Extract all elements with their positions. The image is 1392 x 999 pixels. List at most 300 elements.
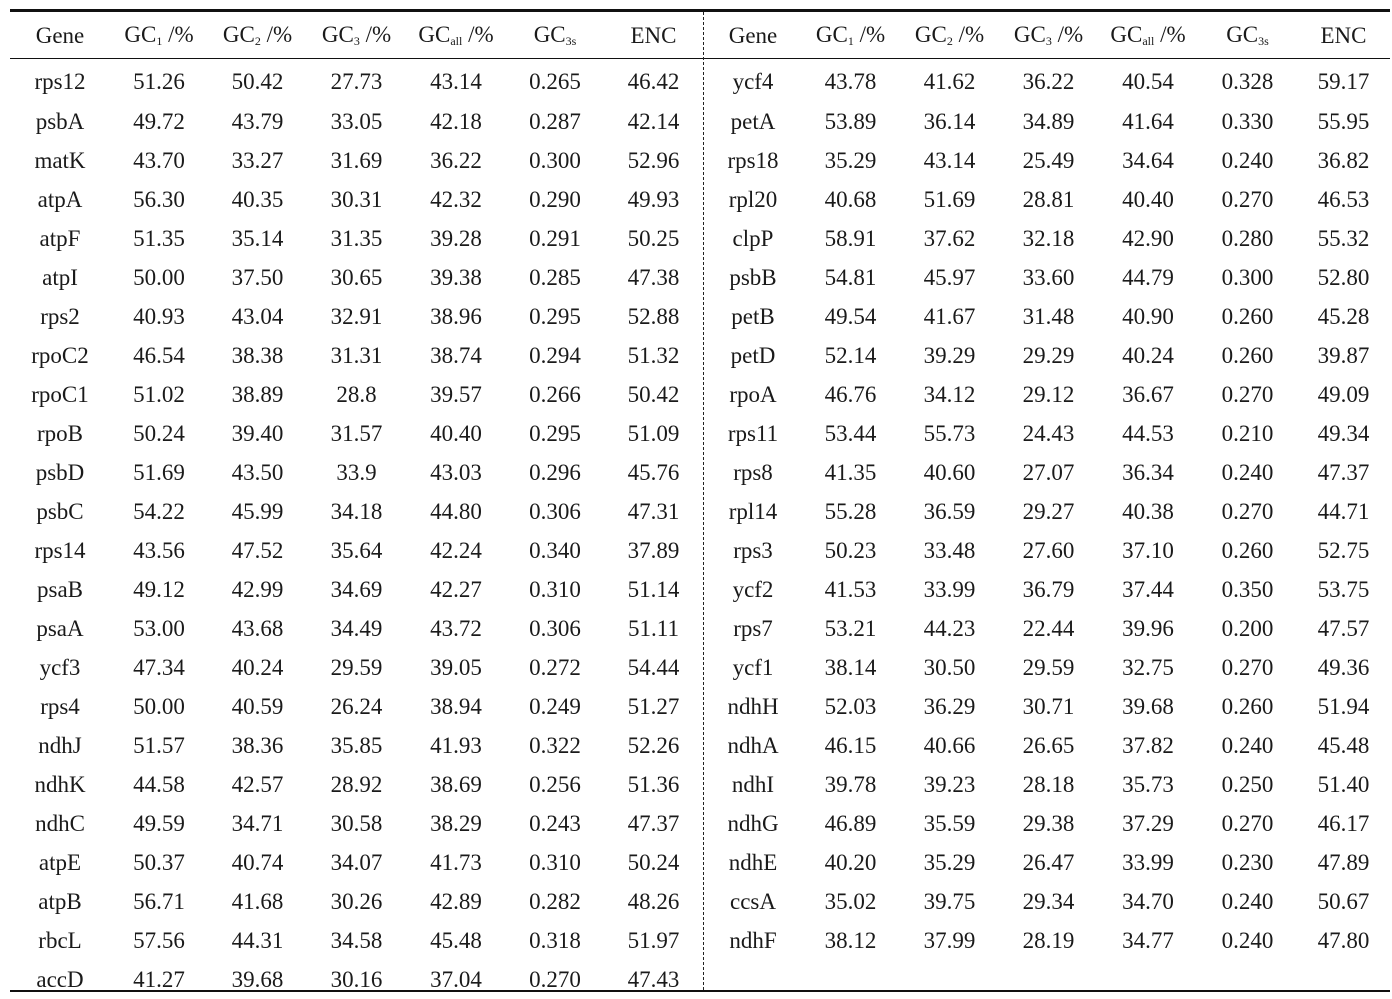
table-row: [705, 648, 1390, 687]
gene-name-cell: rps14: [34, 537, 86, 563]
column-header: [900, 12, 999, 59]
value-cell: 31.69: [330, 147, 383, 173]
header-unit: /%: [462, 22, 494, 47]
column-header: [208, 12, 307, 59]
column-header: [1098, 12, 1198, 59]
value-cell: 32.91: [330, 303, 383, 329]
gene-name-cell: rps8: [733, 459, 773, 485]
gene-name-cell: matK: [34, 147, 86, 173]
value-cell: 46.54: [133, 342, 185, 368]
value-cell: 29.34: [1022, 888, 1075, 914]
value-cell: 29.59: [1022, 654, 1075, 680]
value-cell: 42.18: [430, 108, 482, 134]
value-cell: 51.09: [627, 420, 680, 446]
value-cell: 53.89: [824, 108, 877, 134]
value-cell: 49.34: [1317, 420, 1370, 446]
value-cell: 0.330: [1221, 108, 1274, 134]
header-unit: /%: [1051, 22, 1084, 47]
table-row: [10, 492, 703, 531]
gene-name-cell: petD: [730, 342, 776, 368]
gene-name-cell: rps2: [40, 303, 80, 329]
gene-name-cell: psaA: [36, 615, 84, 641]
value-cell: 30.65: [330, 264, 383, 290]
value-cell: 0.249: [529, 693, 581, 719]
header-subscript: 3s: [1258, 34, 1269, 48]
value-cell: 51.57: [133, 732, 185, 758]
value-cell: 43.04: [231, 303, 284, 329]
value-cell: 59.17: [1317, 68, 1370, 94]
table-row: [10, 882, 703, 921]
value-cell: 39.23: [923, 771, 976, 797]
value-cell: 35.29: [923, 849, 976, 875]
value-cell: 52.03: [824, 693, 877, 719]
value-cell: 35.85: [330, 732, 383, 758]
value-cell: 53.00: [133, 615, 185, 641]
value-cell: 39.87: [1317, 342, 1370, 368]
value-cell: 34.89: [1022, 108, 1075, 134]
value-cell: 41.73: [430, 849, 482, 875]
value-cell: 0.243: [529, 810, 581, 836]
value-cell: 40.38: [1122, 498, 1174, 524]
value-cell: 32.18: [1022, 225, 1075, 251]
value-cell: 52.96: [627, 147, 680, 173]
value-cell: 43.14: [923, 147, 976, 173]
table-row: [10, 297, 703, 336]
value-cell: 33.48: [923, 537, 976, 563]
value-cell: 49.93: [627, 186, 680, 212]
value-cell: 42.32: [430, 186, 482, 212]
value-cell: 0.266: [529, 381, 581, 407]
table-row: [705, 765, 1390, 804]
value-cell: 0.240: [1221, 459, 1274, 485]
value-cell: 0.200: [1221, 615, 1274, 641]
table-row: [10, 59, 703, 102]
value-cell: 0.310: [529, 576, 581, 602]
table-row: [705, 141, 1390, 180]
value-cell: 29.38: [1022, 810, 1075, 836]
value-cell: 33.99: [923, 576, 976, 602]
value-cell: 39.68: [231, 966, 284, 992]
value-cell: 50.42: [627, 381, 680, 407]
header-main: GC: [222, 22, 255, 47]
value-cell: 36.29: [923, 693, 976, 719]
table-row: [705, 726, 1390, 765]
value-cell: 56.71: [133, 888, 185, 914]
value-cell: 37.04: [430, 966, 482, 992]
header-main: GC: [321, 22, 354, 47]
table-row: [705, 375, 1390, 414]
table-row: [705, 258, 1390, 297]
value-cell: 0.265: [529, 68, 581, 94]
value-cell: 39.40: [231, 420, 284, 446]
value-cell: 39.57: [430, 381, 482, 407]
value-cell: 50.24: [133, 420, 185, 446]
header-subscript: 2: [254, 34, 261, 48]
value-cell: 0.270: [1221, 810, 1274, 836]
value-cell: 31.57: [330, 420, 383, 446]
value-cell: 40.68: [824, 186, 877, 212]
value-cell: 0.282: [529, 888, 581, 914]
value-cell: 51.02: [133, 381, 185, 407]
header-subscript: 2: [946, 34, 953, 48]
header-main: GC: [533, 22, 566, 47]
value-cell: 26.47: [1022, 849, 1075, 875]
gene-name-cell: clpP: [732, 225, 774, 251]
value-cell: 57.56: [133, 927, 185, 953]
value-cell: 36.82: [1317, 147, 1370, 173]
gene-name-cell: ycf3: [39, 654, 81, 680]
value-cell: 51.36: [627, 771, 680, 797]
value-cell: 0.240: [1221, 888, 1274, 914]
value-cell: 52.80: [1317, 264, 1370, 290]
table-row: [705, 843, 1390, 882]
value-cell: 33.05: [330, 108, 383, 134]
value-cell: 40.35: [231, 186, 284, 212]
value-cell: 0.318: [529, 927, 581, 953]
value-cell: 34.18: [330, 498, 383, 524]
value-cell: 40.60: [923, 459, 976, 485]
value-cell: 49.72: [133, 108, 185, 134]
value-cell: 39.38: [430, 264, 482, 290]
value-cell: 38.89: [231, 381, 284, 407]
header-subscript: 3: [353, 34, 360, 48]
table-row: [705, 609, 1390, 648]
value-cell: 0.270: [1221, 186, 1274, 212]
column-header: [506, 12, 604, 59]
table-row: [705, 921, 1390, 960]
value-cell: 50.00: [133, 693, 185, 719]
value-cell: 46.15: [824, 732, 877, 758]
value-cell: 27.07: [1022, 459, 1075, 485]
value-cell: 22.44: [1022, 615, 1075, 641]
value-cell: 0.291: [529, 225, 581, 251]
value-cell: 34.69: [330, 576, 383, 602]
value-cell: 49.59: [133, 810, 185, 836]
value-cell: 29.59: [330, 654, 383, 680]
header-main: GC: [815, 22, 848, 47]
value-cell: 39.68: [1122, 693, 1174, 719]
gene-name-cell: psbC: [36, 498, 84, 524]
value-cell: 26.24: [330, 693, 383, 719]
table-row: [705, 180, 1390, 219]
table-row: [705, 59, 1390, 102]
value-cell: 37.62: [923, 225, 976, 251]
value-cell: 38.74: [430, 342, 482, 368]
gene-name-cell: ndhK: [34, 771, 86, 797]
value-cell: 34.58: [330, 927, 383, 953]
value-cell: 37.44: [1122, 576, 1174, 602]
value-cell: 49.54: [824, 303, 877, 329]
table-row: [10, 804, 703, 843]
header-main: GC: [1013, 22, 1046, 47]
gene-name-cell: ycf4: [732, 68, 774, 94]
value-cell: 26.65: [1022, 732, 1075, 758]
value-cell: 30.71: [1022, 693, 1075, 719]
value-cell: 0.295: [529, 420, 581, 446]
gene-name-cell: ndhA: [727, 732, 779, 758]
value-cell: 27.60: [1022, 537, 1075, 563]
header-main: GC: [1110, 22, 1143, 47]
header-subscript: 1: [847, 34, 854, 48]
value-cell: 34.64: [1122, 147, 1174, 173]
header-main: Gene: [728, 22, 778, 48]
table-row: [705, 687, 1390, 726]
value-cell: 51.40: [1317, 771, 1370, 797]
value-cell: 41.67: [923, 303, 976, 329]
value-cell: 35.02: [824, 888, 877, 914]
table-body-right: [705, 59, 1390, 960]
value-cell: 51.26: [133, 68, 185, 94]
value-cell: 38.36: [231, 732, 284, 758]
value-cell: 45.76: [627, 459, 680, 485]
value-cell: 50.67: [1317, 888, 1370, 914]
codon-table-left: [10, 12, 703, 999]
value-cell: 36.79: [1022, 576, 1075, 602]
header-row: [705, 12, 1390, 59]
header-unit: /%: [853, 22, 886, 47]
table-row: [705, 102, 1390, 141]
value-cell: 0.290: [529, 186, 581, 212]
value-cell: 51.32: [627, 342, 680, 368]
value-cell: 0.270: [529, 966, 581, 992]
value-cell: 51.97: [627, 927, 680, 953]
value-cell: 0.280: [1221, 225, 1274, 251]
table-row: [705, 570, 1390, 609]
value-cell: 0.230: [1221, 849, 1274, 875]
header-main: GC: [1226, 22, 1259, 47]
value-cell: 0.250: [1221, 771, 1274, 797]
value-cell: 47.38: [627, 264, 680, 290]
column-header: [705, 12, 801, 59]
value-cell: 41.62: [923, 68, 976, 94]
value-cell: 0.300: [529, 147, 581, 173]
value-cell: 38.14: [824, 654, 877, 680]
value-cell: 36.59: [923, 498, 976, 524]
value-cell: 55.32: [1317, 225, 1370, 251]
header-subscript: all: [1142, 34, 1155, 48]
gene-name-cell: ndhJ: [38, 732, 82, 758]
value-cell: 43.50: [231, 459, 284, 485]
gene-name-cell: rbcL: [38, 927, 82, 953]
table-row: [10, 921, 703, 960]
value-cell: 40.40: [430, 420, 482, 446]
value-cell: 28.81: [1022, 186, 1075, 212]
value-cell: 0.340: [529, 537, 581, 563]
value-cell: 53.44: [824, 420, 877, 446]
value-cell: 30.50: [923, 654, 976, 680]
value-cell: 35.14: [231, 225, 284, 251]
value-cell: 0.306: [529, 615, 581, 641]
value-cell: 34.49: [330, 615, 383, 641]
value-cell: 39.78: [824, 771, 877, 797]
value-cell: 37.89: [627, 537, 680, 563]
column-header: [10, 12, 110, 59]
value-cell: 0.260: [1221, 342, 1274, 368]
value-cell: 39.29: [923, 342, 976, 368]
value-cell: 47.43: [627, 966, 680, 992]
gene-name-cell: ndhE: [728, 849, 778, 875]
value-cell: 44.31: [231, 927, 284, 953]
value-cell: 0.272: [529, 654, 581, 680]
value-cell: 37.50: [231, 264, 284, 290]
header-main: Gene: [35, 22, 85, 48]
header-unit: /%: [359, 22, 392, 47]
value-cell: 36.22: [1022, 68, 1075, 94]
table-row: [705, 531, 1390, 570]
gene-name-cell: atpI: [42, 264, 78, 290]
value-cell: 0.210: [1221, 420, 1274, 446]
value-cell: 0.240: [1221, 732, 1274, 758]
value-cell: 30.31: [330, 186, 383, 212]
value-cell: 44.79: [1122, 264, 1174, 290]
gene-name-cell: psbA: [35, 108, 85, 134]
value-cell: 38.12: [824, 927, 877, 953]
column-header: [801, 12, 900, 59]
value-cell: 30.16: [330, 966, 383, 992]
header-subscript: all: [450, 34, 463, 48]
value-cell: 55.73: [923, 420, 976, 446]
header-subscript: 3: [1045, 34, 1052, 48]
table-row: [10, 609, 703, 648]
value-cell: 29.29: [1022, 342, 1075, 368]
value-cell: 42.90: [1122, 225, 1174, 251]
header-unit: /%: [952, 22, 985, 47]
value-cell: 52.14: [824, 342, 877, 368]
value-cell: 0.270: [1221, 498, 1274, 524]
value-cell: 40.59: [231, 693, 284, 719]
value-cell: 51.27: [627, 693, 680, 719]
value-cell: 29.27: [1022, 498, 1075, 524]
value-cell: 0.300: [1221, 264, 1274, 290]
value-cell: 0.306: [529, 498, 581, 524]
value-cell: 37.99: [923, 927, 976, 953]
value-cell: 50.25: [627, 225, 680, 251]
gene-name-cell: psaB: [37, 576, 83, 602]
value-cell: 34.77: [1122, 927, 1174, 953]
gene-name-cell: rps11: [727, 420, 779, 446]
value-cell: 0.322: [529, 732, 581, 758]
gene-name-cell: accD: [36, 966, 84, 992]
value-cell: 43.78: [824, 68, 877, 94]
value-cell: 54.22: [133, 498, 185, 524]
value-cell: 40.40: [1122, 186, 1174, 212]
table-row: [705, 492, 1390, 531]
gene-name-cell: ndhC: [35, 810, 85, 836]
value-cell: 0.294: [529, 342, 581, 368]
gene-name-cell: atpF: [39, 225, 81, 251]
value-cell: 0.350: [1221, 576, 1274, 602]
value-cell: 35.73: [1122, 771, 1174, 797]
table-row: [705, 453, 1390, 492]
value-cell: 49.09: [1317, 381, 1370, 407]
value-cell: 34.07: [330, 849, 383, 875]
table-split-divider: [703, 12, 704, 990]
value-cell: 55.95: [1317, 108, 1370, 134]
value-cell: 0.260: [1221, 693, 1274, 719]
value-cell: 46.42: [627, 68, 680, 94]
value-cell: 37.29: [1122, 810, 1174, 836]
value-cell: 52.88: [627, 303, 680, 329]
value-cell: 43.79: [231, 108, 284, 134]
value-cell: 36.22: [430, 147, 482, 173]
table-row: [10, 219, 703, 258]
value-cell: 47.37: [1317, 459, 1370, 485]
gene-name-cell: rps3: [733, 537, 773, 563]
value-cell: 46.76: [824, 381, 877, 407]
column-header: [307, 12, 406, 59]
value-cell: 43.14: [430, 68, 482, 94]
gene-name-cell: petA: [730, 108, 776, 134]
value-cell: 45.28: [1317, 303, 1370, 329]
table-row: [10, 648, 703, 687]
value-cell: 30.26: [330, 888, 383, 914]
value-cell: 0.310: [529, 849, 581, 875]
value-cell: 28.18: [1022, 771, 1075, 797]
gene-name-cell: rps18: [727, 147, 779, 173]
value-cell: 45.99: [231, 498, 284, 524]
value-cell: 40.66: [923, 732, 976, 758]
value-cell: 0.270: [1221, 654, 1274, 680]
value-cell: 34.70: [1122, 888, 1174, 914]
value-cell: 35.29: [824, 147, 877, 173]
table-row: [10, 726, 703, 765]
value-cell: 51.69: [133, 459, 185, 485]
value-cell: 38.38: [231, 342, 284, 368]
gene-name-cell: rpoC2: [31, 342, 89, 368]
value-cell: 44.58: [133, 771, 185, 797]
value-cell: 46.17: [1317, 810, 1370, 836]
gene-name-cell: atpE: [38, 849, 82, 875]
value-cell: 0.260: [1221, 537, 1274, 563]
value-cell: 40.93: [133, 303, 185, 329]
value-cell: 51.69: [923, 186, 976, 212]
gene-name-cell: rpoC1: [31, 381, 89, 407]
value-cell: 0.260: [1221, 303, 1274, 329]
table-row: [10, 453, 703, 492]
value-cell: 50.24: [627, 849, 680, 875]
header-unit: /%: [162, 22, 194, 47]
value-cell: 40.74: [231, 849, 284, 875]
value-cell: 41.35: [824, 459, 877, 485]
value-cell: 36.14: [923, 108, 976, 134]
value-cell: 42.99: [231, 576, 284, 602]
table-row: [705, 804, 1390, 843]
column-header: [999, 12, 1098, 59]
gene-name-cell: ndhH: [727, 693, 779, 719]
value-cell: 47.37: [627, 810, 680, 836]
header-unit: /%: [1154, 22, 1186, 47]
table-row: [10, 258, 703, 297]
column-header: [1198, 12, 1297, 59]
value-cell: 52.75: [1317, 537, 1370, 563]
table-header-left: [10, 12, 703, 59]
value-cell: 29.12: [1022, 381, 1075, 407]
value-cell: 28.8: [336, 381, 377, 407]
value-cell: 39.28: [430, 225, 482, 251]
header-main: ENC: [630, 22, 677, 48]
table-row: [10, 570, 703, 609]
value-cell: 24.43: [1022, 420, 1075, 446]
value-cell: 39.05: [430, 654, 482, 680]
value-cell: 48.26: [627, 888, 680, 914]
value-cell: 32.75: [1122, 654, 1174, 680]
value-cell: 38.69: [430, 771, 482, 797]
table-row: [10, 960, 703, 999]
gene-name-cell: rpoB: [37, 420, 83, 446]
header-subscript: 1: [156, 34, 163, 48]
value-cell: 43.70: [133, 147, 185, 173]
header-main: GC: [418, 22, 451, 47]
